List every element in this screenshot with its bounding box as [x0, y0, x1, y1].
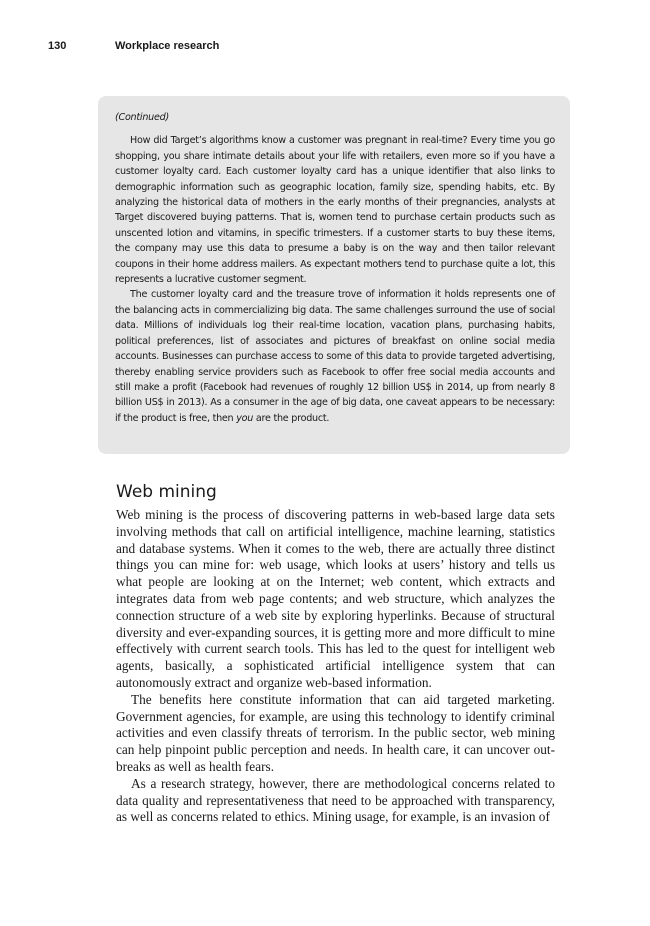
case-study-box — [98, 96, 570, 454]
body-paragraph: The benefits here constitute information that can aid targeted marketing. Government agencies, for example, are using this technology to identify criminal activities and even classify threats of terrorism. In the public sector, web mining can help pinpoint public perception and needs. In health care, it can uncover outbreaks as well as health fears. — [116, 691, 555, 774]
box-paragraph-text: The customer loyalty card and the treasure trove of information it holds represents one of the balancing acts in commercializing big data. The same challenges surround the use of social data. Millions of individuals log their real-time location, vacation plans, purchasing habits, political preferences, list of associates and pictures of breakfast on online social media accounts. Businesses can purchase access to some of this data to provide targeted advertising, thereby enabling service providers such as Facebook to offer free social media accounts and still make a profit (Facebook had revenues of roughly 12 billion US$ in 2014, up from nearly 8 billion US$ in 2013). As a consumer in the age of big data, one caveat appears to be necessary: if the product is free, then — [115, 289, 555, 424]
section-heading: Web mining — [116, 482, 217, 502]
page-number: 130 — [48, 40, 67, 52]
box-paragraph: How did Target’s algorithms know a customer was pregnant in real-time? Every time you go shopping, you share intimate details about your life with retailers, even more so if you have a customer loyalty card. Each customer loyalty card has a unique identifier that also links to demographic information such as geographic location, family size, spending habits, etc. By analyzing the historical data of mothers in the early months of their pregnancies, analysts at Target discovered buying patterns. That is, women tend to purchase certain products such as unscented lotion and vitamins, in specific trimesters. If a customer starts to buy these items, the company may use this data to presume a baby is on the way and then tailor relevant coupons in their home address mailers. As expectant mothers tend to purchase quite a lot, this represents a lucrative customer segment. — [115, 135, 555, 286]
web-mining-section — [116, 481, 555, 826]
box-paragraph-text-end: are the product. — [253, 412, 330, 424]
body-paragraph: Web mining is the process of discovering patterns in web-based large data sets involving methods that call on artificial intelligence, machine learning, statistics and database systems. When it comes to the web, there are actually three distinct things you can mine for: web usage, which looks at users’ history and tells us what people are looking at on the Internet; web content, which extracts and integrates data from web page contents; and web structure, which analyzes the connection structure of a web site by exploring hyperlinks. Because of structural diversity and ever-expanding sources, it is getting more and more difficult to mine effectively with current search tools. This has led to the quest for intelligent web agents, basically, a sophisticated artificial intelligence system that can autonomously extract and organize web-based information. — [116, 507, 555, 690]
body-paragraph: As a research strategy, however, there are methodological concerns related to data quality and representativeness that need to be approached with transparency, as well as concerns related to ethics. Mining usage, for example, is an invasion of — [116, 775, 555, 825]
box-paragraph-emphasis: you — [236, 412, 254, 424]
box-paragraph — [115, 287, 555, 426]
running-title: Workplace research — [115, 40, 220, 52]
continued-label: (Continued) — [115, 112, 169, 123]
